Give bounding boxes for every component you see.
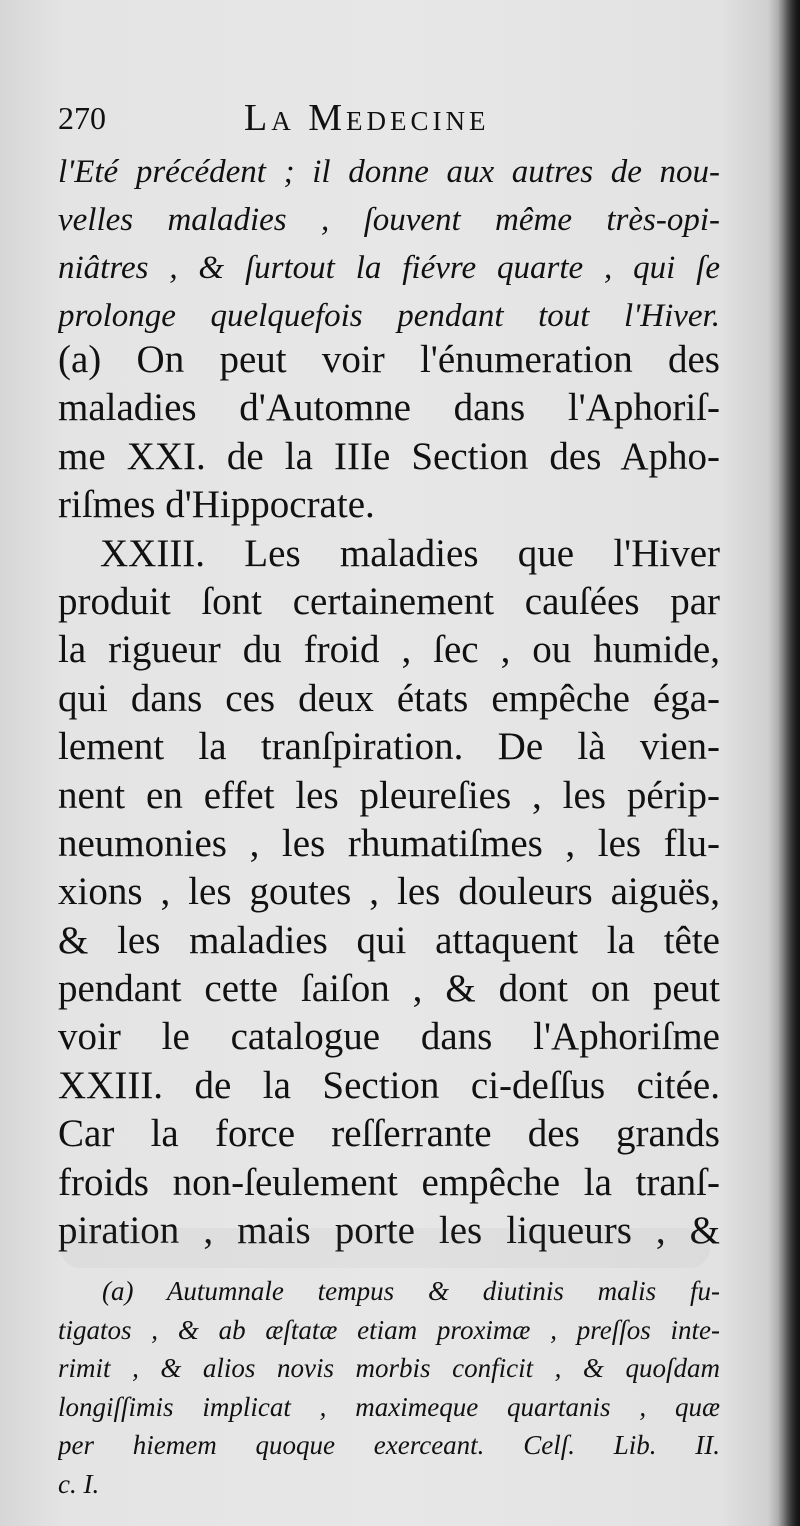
text-line: la rigueur du froid , ſec , ou humide, [58,628,720,672]
page-number: 270 [58,100,106,136]
text-line: XXIII. de la Section ci-deſſus citée. [58,1063,720,1107]
text-line: niâtres , & ſurtout la fiévre quarte , qui ſe [58,250,720,286]
text-line: xions , les goutes , les douleurs aiguës, [58,870,720,914]
text-line: Car la force reſſerrante des grands [58,1112,720,1156]
footnote [58,1272,720,1504]
page-header [58,96,738,146]
show-through-smudge [60,1228,710,1268]
text-line: l'Eté précédent ; il donne aux autres de nou- [58,154,720,190]
italic-paragraph [58,148,720,340]
text-line: pendant cette ſaiſon , & dont on peut [58,967,720,1011]
text-line: prolonge quelquefois pendant tout l'Hiver. [58,298,720,334]
text-line: nent en effet les pleureſies , les périp- [58,773,720,817]
text-line: piration , mais porte les liqueurs , & [58,1209,720,1253]
footnote-line: tigatos , & ab æſtatæ etiam proximæ , preſſos inte- [58,1314,720,1345]
running-title: La Medecine [244,97,490,139]
text-line: velles maladies , ſouvent même très-opi- [58,202,720,238]
footnote-line: per hiemem quoque exerceant. Celſ. Lib. II. [58,1430,720,1461]
text-line: riſmes d'Hippocrate. [58,483,375,527]
text-line: froids non-ſeulement empêche la tranſ- [58,1160,720,1204]
footnote-line: (a) Autumnale tempus & diutinis malis fu- [102,1276,720,1306]
footnote-line: c. I. [58,1468,100,1499]
text-line: neumonies , les rhumatiſmes , les flu- [58,821,720,865]
text-line: maladies d'Automne dans l'Aphoriſ- [58,386,720,430]
footnote-line: longiſſimis implicat , maximeque quartanis , quæ [58,1391,720,1422]
text-line: voir le catalogue dans l'Aphoriſme [58,1015,720,1059]
text-line: & les maladies qui attaquent la tête [58,918,720,962]
text-line: me XXI. de la IIIe Section des Apho- [58,434,720,478]
text-line: produit ſont certainement cauſées par [58,579,720,623]
footnote-line: rimit , & alios novis morbis conficit , & quoſdam [58,1353,720,1384]
main-text [58,336,720,1255]
text-line: lement la tranſpiration. De là vien- [58,725,720,769]
text-line: (a) On peut voir l'énumeration des [58,338,720,381]
page-edge-shadow [778,0,800,1526]
section-heading-line: XXIII. Les maladies que l'Hiver [100,531,720,575]
text-line: qui dans ces deux états empêche éga- [58,676,720,720]
